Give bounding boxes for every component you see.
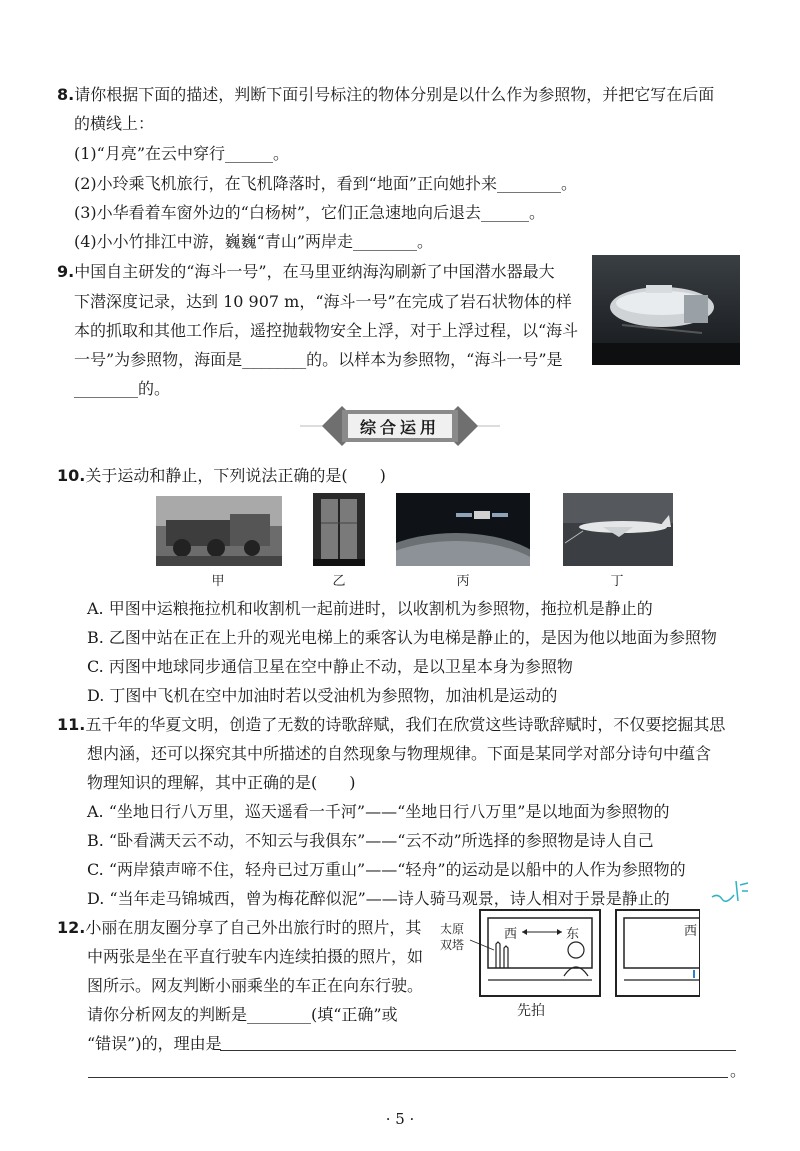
q12-text-1: 小丽在朋友圈分享了自己外出旅行时的照片，其 [85,918,422,937]
q12-text-3: 图所示。网友判断小丽乘坐的车正在向东行驶。 [87,976,424,995]
submarine-photo [592,255,740,365]
q12-figure-first [440,906,602,1000]
q9-text-2: 下潜深度记录，达到 10 907 m，“海斗一号”在完成了岩石状物体的样 [74,292,572,311]
q10-caption-ding: 丁 [610,574,624,589]
q11-option-b: B. “卧看满天云不动，不知云与我俱东”——“云不动”所选择的参照物是诗人自己 [87,831,654,850]
q10-image-ding [563,493,673,566]
q8-number: 8. [57,85,75,104]
q8-item-1: (1)“月亮”在云中穿行______。 [74,144,290,163]
q10-option-d: D. 丁图中飞机在空中加油时若以受油机为参照物，加油机是运动的 [87,686,558,705]
q9-number: 9. [57,262,75,281]
q12-line-1 [57,917,421,939]
q11-option-a: A. “坐地日行八万里，巡天遥看一千河”——“坐地日行八万里”是以地面为参照物的 [87,802,670,821]
page-number: · 5 · [385,1110,415,1128]
q10-number: 10. [57,466,86,485]
q12-west-label: 西 [504,927,518,942]
q10-option-a: A. 甲图中运粮拖拉机和收割机一起前进时，以收割机为参照物，拖拉机是静止的 [87,599,653,618]
q8-stem-1: 请你根据下面的描述，判断下面引号标注的物体分别是以什么作为参照物，并把它写在后面 [74,85,715,104]
q9-text-5: ________的。 [74,379,171,398]
q12-caption-first: 先拍 [517,1003,545,1019]
q11-line-1 [57,714,725,736]
q12-figure-second [614,906,700,1000]
q11-text-3: 物理知识的理解，其中正确的是( ) [87,773,356,792]
q8-item-2: (2)小玲乘飞机旅行，在飞机降落时，看到“地面”正向她扑来________。 [74,174,578,193]
q12-west-label-2: 西 [684,924,698,939]
q12-end-mark: 。 [730,1061,747,1080]
q10-caption-bing: 丙 [456,574,470,589]
q10-caption-yi: 乙 [332,574,346,589]
q12-number: 12. [57,918,86,937]
q8-stem-2: 的横线上： [74,114,155,133]
q8-item-4: (4)小小竹排江中游，巍巍“青山”两岸走________。 [74,232,434,251]
q10-option-b: B. 乙图中站在正在上升的观光电梯上的乘客认为电梯是静止的，是因为他以地面为参照物 [87,628,717,647]
q11-text-2: 想内涵，还可以探究其中所描述的自然现象与物理规律。下面是某同学对部分诗句中蕴含 [87,744,712,763]
answer-line-2 [88,1077,728,1078]
answer-line-1 [220,1050,736,1051]
q9-text-4: 一号”为参照物，海面是________的。以样本为参照物，“海斗一号”是 [74,350,563,369]
q10-image-jia [156,496,282,566]
q10-image-bing [396,493,530,566]
q12-east-label: 东 [566,927,580,942]
section-title: 综合运用 [359,418,440,437]
q11-number: 11. [57,715,86,734]
q10-image-yi [313,493,365,566]
q10-caption-jia: 甲 [211,574,225,589]
q8-item-3: (3)小华看着车窗外边的“白杨树”，它们正急速地向后退去______。 [74,203,546,222]
handwritten-mark [708,875,752,905]
q9-line-1 [57,261,555,283]
q12-text-5: “错误”)的，理由是 [87,1034,222,1053]
section-banner [300,404,500,448]
q9-text-3: 本的抓取和其他工作后，遥控抛载物安全上浮，对于上浮过程，以“海斗 [74,321,579,340]
q11-option-c: C. “两岸猿声啼不住，轻舟已过万重山”——“轻舟”的运动是以船中的人作为参照物的 [87,860,686,879]
q9-text-1: 中国自主研发的“海斗一号”，在马里亚纳海沟刷新了中国潜水器最大 [74,262,555,281]
q12-text-4: 请你分析网友的判断是________(填“正确”或 [87,1005,398,1024]
q10-line-1 [57,465,386,487]
q10-option-c: C. 丙图中地球同步通信卫星在空中静止不动，是以卫星本身为参照物 [87,657,573,676]
q12-text-2: 中两张是坐在平直行驶车内连续拍摄的照片，如 [87,947,424,966]
q8-line-1 [57,84,714,106]
q11-option-d: D. “当年走马锦城西，曾为梅花醉似泥”——诗人骑马观景，诗人相对于景是静止的 [87,889,670,908]
q10-stem: 关于运动和静止，下列说法正确的是( ) [85,466,386,485]
q12-tower-label-2: 双塔 [440,938,465,952]
q11-text-1: 五千年的华夏文明，创造了无数的诗歌辞赋，我们在欣赏这些诗歌辞赋时，不仅要挖掘其思 [85,715,726,734]
q12-tower-label-1: 太原 [440,922,465,936]
